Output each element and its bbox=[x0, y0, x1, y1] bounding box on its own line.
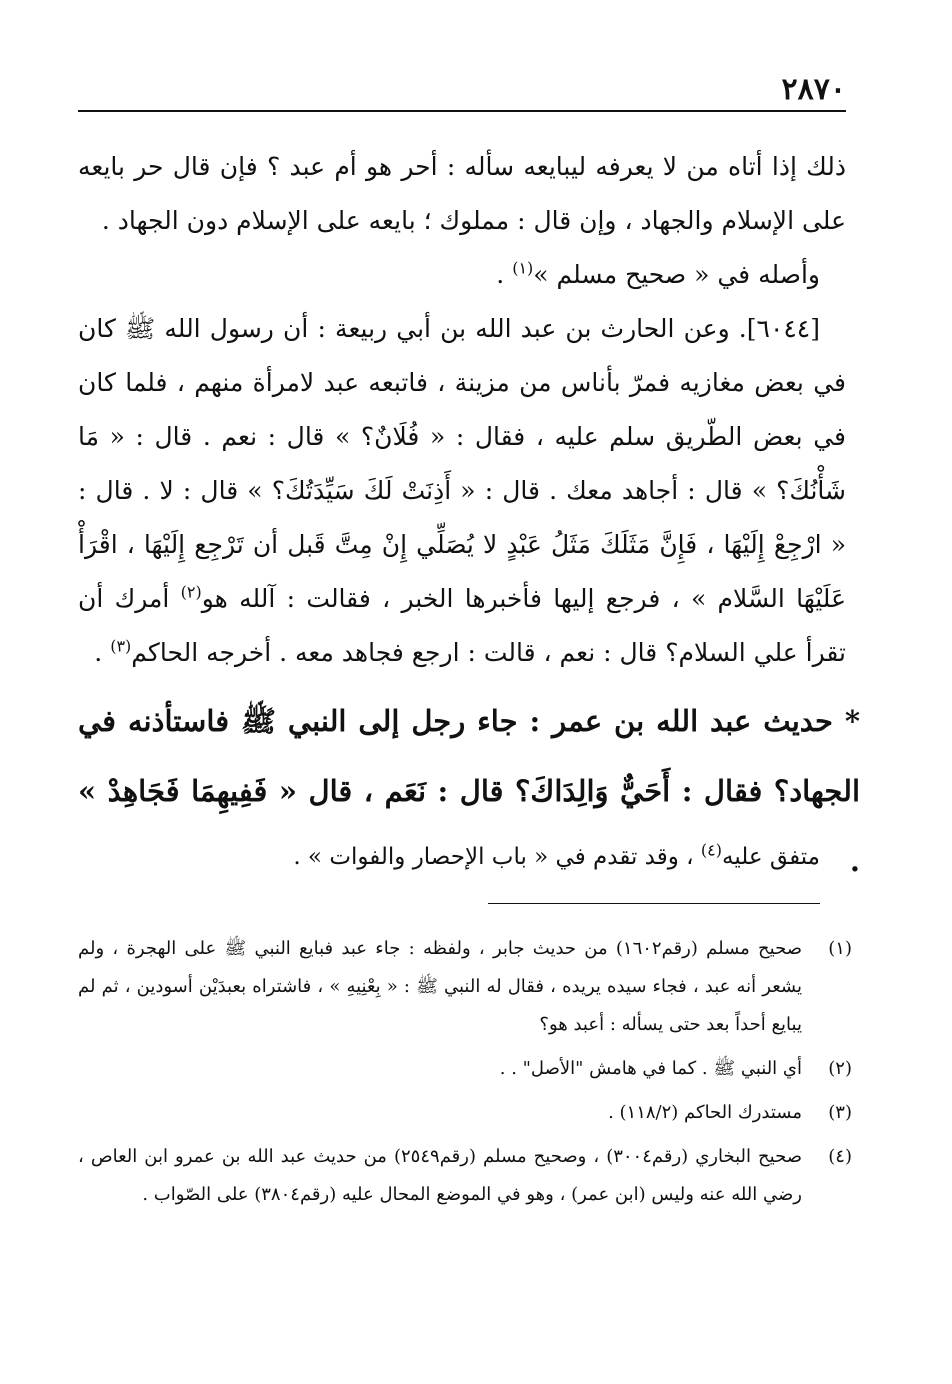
footnote-text: أي النبي ﷺ . كما في هامش "الأصل" . . bbox=[499, 1058, 802, 1079]
paragraph-2-text: وأصله في « صحيح مسلم » bbox=[533, 260, 820, 289]
footnote-3 bbox=[78, 1094, 852, 1132]
paragraph-3-end: . bbox=[94, 638, 111, 667]
hadith-note-end: ، وقد تقدم في « باب الإحصار والفوات » . bbox=[293, 844, 701, 870]
footnote-separator bbox=[488, 903, 820, 904]
footnote-number: (٢) bbox=[828, 1058, 852, 1079]
footnote-4 bbox=[78, 1138, 852, 1214]
header-rule bbox=[78, 110, 846, 112]
footnote-text: مستدرك الحاكم (١١٨/٢) . bbox=[608, 1102, 802, 1123]
footnote-ref-4[interactable]: (٤) bbox=[700, 840, 722, 860]
paragraph-3-text-b: أمرك أن تقرأ علي السلام؟ قال : نعم ، قالت : ارجع فجاهد معه . أخرجه الحاكم bbox=[78, 584, 846, 667]
footnote-ref-1[interactable]: (١) bbox=[512, 258, 534, 278]
footnote-number: (٤) bbox=[828, 1146, 852, 1167]
footnote-number: (١) bbox=[828, 938, 852, 959]
hadith-note bbox=[78, 832, 846, 882]
footnote-text: صحيح البخاري (رقم٣٠٠٤) ، وصحيح مسلم (رقم٢٥٤٩) من حديث عبد الله بن عمرو ابن العاص ، رضي الله عنه وليس (ابن عمر) ، وهو في الموضع المحال عليه (رقم٣٨٠٤) على الصّواب . bbox=[78, 1146, 802, 1205]
footnote-1 bbox=[78, 930, 852, 1044]
hadith-note-text: متفق عليه bbox=[722, 844, 820, 870]
footnote-ref-2[interactable]: (٢) bbox=[180, 582, 202, 602]
heading-text: * حديث عبد الله بن عمر : جاء رجل إلى النبي ﷺ فاستأذنه في الجهاد؟ فقال : أَحَيٌّ وَالِدَاكَ؟ قال : نَعَم ، قال « فَفِيهِمَا فَجَاهِدْ » . bbox=[78, 704, 860, 878]
paragraph-3-text-a: [٦٠٤٤]. وعن الحارث بن عبد الله بن أبي ربيعة : أن رسول الله ﷺ كان في بعض مغازيه فمرّ بأناس من مزينة ، فاتبعه عبد لامرأة منهم ، فلما كان في بعض الطّريق سلم عليه ، فقال : « فُلَانٌ؟ » قال : نعم . قال : « مَا شَأْنُكَ؟ » قال : أجاهد معك . قال : « أَذِنَتْ لَكَ سَيِّدَتُكَ؟ » قال : لا . قال : « ارْجِعْ إِلَيْهَا ، فَإِنَّ مَثَلَكَ مَثَلُ عَبْدٍ لا يُصَلِّي إِنْ مِتَّ قَبل أن تَرْجِع إِلَيْهَا ، اقْرَأْ عَلَيْهَا السَّلام » ، فرجع إليها فأخبرها الخبر ، فقالت : آلله هو bbox=[78, 314, 846, 613]
paragraph-1: ذلك إذا أتاه من لا يعرفه ليبايعه سأله : أحر هو أم عبد ؟ فإن قال حر بايعه على الإسلام والجهاد ، وإن قال : مملوك ؛ بايعه على الإسلام دون الجهاد . bbox=[78, 152, 846, 235]
footnotes bbox=[78, 930, 852, 1220]
main-text bbox=[78, 140, 846, 680]
footnote-ref-3[interactable]: (٣) bbox=[110, 636, 132, 656]
footnote-number: (٣) bbox=[828, 1102, 852, 1123]
hadith-note-line bbox=[78, 832, 846, 882]
paragraph-2-end: . bbox=[496, 260, 513, 289]
paragraph-2 bbox=[78, 248, 846, 302]
page-number: ٢٨٧٠ bbox=[781, 72, 846, 107]
footnote-2 bbox=[78, 1050, 852, 1088]
paragraph-3 bbox=[78, 302, 846, 680]
footnote-text: صحيح مسلم (رقم١٦٠٢) من حديث جابر ، ولفظه : جاء عبد فبايع النبي ﷺ على الهجرة ، ولم يشعر أنه عبد ، فجاء سيده يريده ، فقال له النبي ﷺ : « بِعْنِيهِ » ، فاشتراه بعبدَيْن أسودين ، ثم لم يبايع أحداً بعد حتى يسأله : أعبد هو؟ bbox=[78, 938, 802, 1035]
